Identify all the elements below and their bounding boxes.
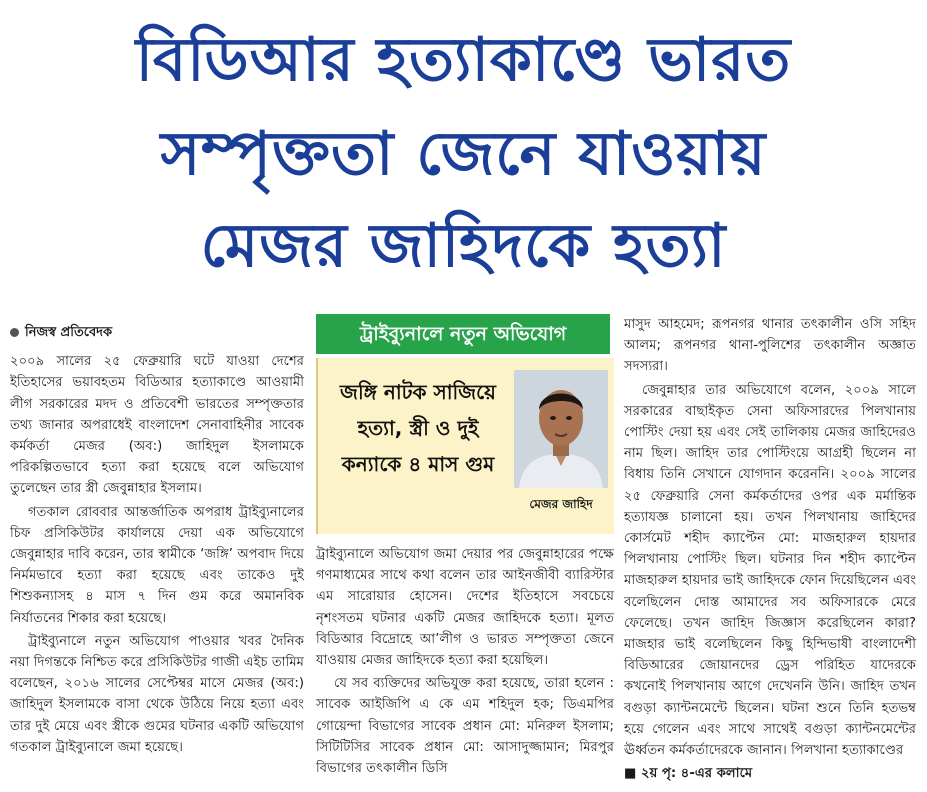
column3-paragraph: জেবুন্নাহার তার অভিযোগে বলেন, ২০০৯ সালে সরকারের বাছাইকৃত সেনা অফিসারদের পিলখানায় পোস্টিং দেয়া হয় এবং সেই তালিকায় মেজর জাহিদেরও নাম ছিল। জাহিদ তার পোস্টিংয়ে আগ্রহী ছিলেন না বিধায় তিনি সেখানে যোগদান করেননি। ২০০৯ সালের ২৫ ফেব্রুয়ারি সেনা কর্মকর্তাদের ওপর এক মর্মান্তিক হত্যাযজ্ঞ চালানো হয়। তখন পিলখানায় জাহিদের কোর্সমেট শহীদ ক্যাপ্টেন মো: মাজহারুল হায়দার পিলখানায় পোস্টিং ছিল। ঘটনার দিন শহীদ ক্যাপ্টেন মাজহারুল হায়দার ভাই জাহিদকে ফোন দিয়েছিলেন এবং বলেছিলেন দোস্ত আমাদের সব অফিসারকে মেরে ফেলেছে। তখন জাহিদ জিজ্ঞাস করেছিলেন কারা? মাজহার ভাই বলেছিলেন কিছু হিন্দিভাষী বাংলাদেশী বিডিআরের জোয়ানদের ড্রেস পরিহিত যাদেরকে কখনোই পিলখানায় আগে দেখেননি উনি। জাহিদ তখন বগুড়া ক্যান্টনমেন্টে ছিলেন। ঘটনা শুনে তিনি হতভম্ব হয়ে গেলেন এবং সাথে সাথেই বগুড়া ক্যান্টনমেন্টের ঊর্ধ্বতন কর্মকর্তাদেরকে জানান। পিলখানা হত্যাকাণ্ডের <box>624 382 916 759</box>
bullet-icon <box>10 328 19 337</box>
article-column-1 <box>10 322 304 760</box>
headline <box>0 0 927 306</box>
byline <box>10 322 304 343</box>
portrait-photo <box>514 370 608 488</box>
subhead-banner: ট্রাইব্যুনালে নতুন অভিযোগ <box>316 314 610 354</box>
inset-headline: জঙ্গি নাটক সাজিয়ে হত্যা, স্ত্রী ও দুই কন্যাকে ৪ মাস গুম <box>340 380 496 476</box>
article-column-3 <box>624 314 916 786</box>
article-column-2 <box>316 544 614 781</box>
column1-paragraph: গতকাল রোববার আন্তর্জাতিক অপরাধ ট্রাইব্যুনালের চিফ প্রসিকিউটর কার্যালয়ে দেয়া এক অভিযোগে জেবুন্নাহার দাবি করেন, তার স্বামীকে ‘জঙ্গি’ অপবাদ দিয়ে নির্মমভাবে হত্যা করা হয়েছে এবং তাকেও দুই শিশুকন্যাসহ ৪ মাস ৭ দিন গুম করে অমানবিক নির্যাতনের শিকার করা হয়েছে। <box>10 504 304 626</box>
column1-paragraph: ২০০৯ সালের ২৫ ফেব্রুয়ারি ঘটে যাওয়া দেশের ইতিহাসের ভয়াবহতম বিডিআর হত্যাকাণ্ডে আওয়ামী লীগ সরকারের মদদ ও প্রতিবেশী ভারতের সম্পৃক্ততার তথ্য জানার অপরাধেই বাংলাদেশ সেনাবাহিনীর সাবেক কর্মকর্তা মেজর (অব:) জাহিদুল ইসলামকে পরিকল্পিতভাবে হত্যা করা হয়েছে বলে অভিযোগ তুলেছেন তার স্ত্রী জেবুন্নাহার ইসলাম। <box>10 354 304 497</box>
headline-line-1: বিডিআর হত্যাকাণ্ডে ভারত <box>135 25 792 95</box>
byline-text: নিজস্ব প্রতিবেদক <box>25 325 113 340</box>
portrait-image <box>514 370 608 488</box>
inset-box <box>316 358 614 534</box>
column3-paragraph: মাসুদ আহমেদ; রূপনগর থানার তৎকালীন ওসি সহিদ আলম; রূপনগর থানা-পুলিশের তৎকালীন অজ্ঞাত সদস্যরা। <box>624 317 916 375</box>
column2-paragraph: যে সব ব্যক্তিদের অভিযুক্ত করা হয়েছে, তারা হলেন : সাবেক আইজিপি এ কে এম শহিদুল হক; ডিএমপির গোয়েন্দা বিভাগের সাবেক প্রধান মো: মনিরুল ইসলাম; সিটিটিসির সাবেক প্রধান মো: আসাদুজ্জামান; মিরপুর বিভাগের তৎকালীন ডিসি <box>316 676 614 777</box>
headline-line-3: মেজর জাহিদকে হত্যা <box>200 211 727 281</box>
column1-paragraph: ট্রাইব্যুনালে নতুন অভিযোগ পাওয়ার খবর দৈনিক নয়া দিগন্তকে নিশ্চিত করে প্রসিকিউটর গাজী এইচ তামিম বলেছেন, ২০১৬ সালের সেপ্টেম্বর মাসে মেজর (অব:) জাহিদুল ইসলামকে বাসা থেকে উঠিয়ে নিয়ে হত্যা এবং তার দুই মেয়ে এবং স্ত্রীকে গুমের ঘটনার একটি অভিযোগ গতকাল ট্রাইব্যুনালে জমা হয়েছে। <box>10 633 304 755</box>
photo-caption: মেজর জাহিদ <box>529 497 593 511</box>
headline-line-2: সম্পৃক্ততা জেনে যাওয়ায় <box>160 119 767 189</box>
column2-paragraph: ট্রাইব্যুনালে অভিযোগ জমা দেয়ার পর জেবুন্নাহারের পক্ষে গণমাধ্যমের সাথে কথা বলেন তার আইনজীবী ব্যারিস্টার এম সারোয়ার হোসেন। দেশের ইতিহাসে সবচেয়ে নৃশংসতম ঘটনার একটি মেজর জাহিদকে হত্যা। মূলত বিডিআর বিদ্রোহে আ’লীগ ও ভারত সম্পৃক্ততা জেনে যাওয়ায় মেজর জাহিদকে হত্যা করা হয়েছিল। <box>316 547 614 669</box>
continued-note: ■ ২য় পৃ: ৪-এর কলামে <box>624 766 753 782</box>
